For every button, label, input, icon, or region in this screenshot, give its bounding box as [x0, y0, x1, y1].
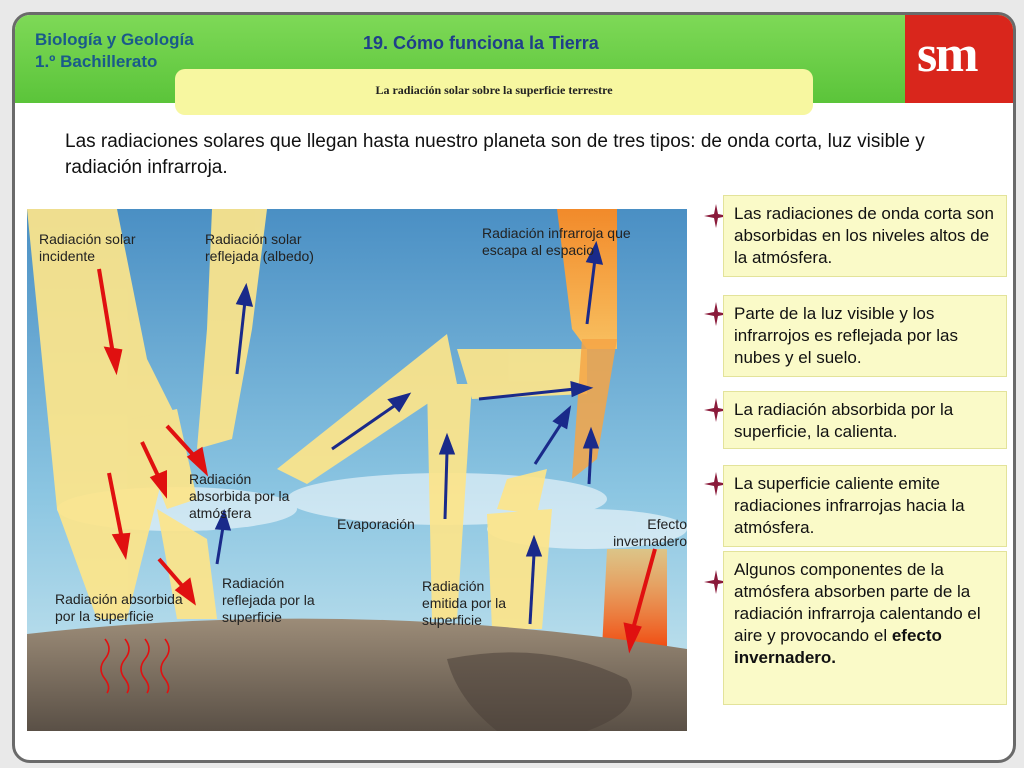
note-text-1: Las radiaciones de onda corta son absorbidas en los niveles altos de la atmósfera.: [734, 204, 994, 267]
label-emitted-surface: Radiación emitida por la superficie: [422, 578, 507, 628]
note-text-5-bold: efecto invernadero.: [734, 626, 942, 667]
note-card-5: [723, 551, 1007, 705]
label-evaporation: Evaporación: [337, 516, 415, 532]
subtitle-bar: [175, 69, 813, 115]
emitted-up-arrow-2: [589, 447, 591, 484]
note-text-5: [734, 559, 1000, 669]
course-level: 1.º Bachillerato: [35, 52, 158, 71]
note-text-4: La superficie caliente emite radiaciones infrarrojas hacia la atmósfera.: [734, 474, 965, 537]
unit-title: 19. Cómo funciona la Tierra: [363, 33, 599, 53]
label-albedo: Radiación solar reflejada (albedo): [205, 231, 314, 264]
page-subtitle: La radiación solar sobre la superficie terrestre: [375, 83, 613, 97]
subject-heading: [35, 29, 194, 73]
radiation-diagram: [27, 209, 687, 731]
diagram-illustration: [27, 209, 687, 731]
label-absorbed-surface: Radiación absorbida por la superficie: [55, 591, 183, 624]
note-card-1: [723, 195, 1007, 277]
subject-name: Biología y Geología: [35, 30, 194, 49]
note-card-2: [723, 295, 1007, 377]
label-greenhouse: Efecto invernadero: [613, 516, 687, 549]
intro-paragraph: Las radiaciones solares que llegan hasta nuestro planeta son de tres tipos: de onda corta, luz visible y radiación infrarroja.: [65, 131, 925, 178]
note-card-3: [723, 391, 1007, 449]
label-absorbed-atmosphere: Radiación absorbida por la atmósfera: [189, 471, 290, 521]
slide-frame: [12, 12, 1016, 763]
publisher-logo: [905, 15, 1013, 103]
note-text-3: La radiación absorbida por la superficie, la calienta.: [734, 400, 954, 441]
label-ir-escape: Radiación infrarroja que escapa al espacio: [482, 225, 631, 258]
note-card-4: [723, 465, 1007, 547]
evaporation-up-arrow: [445, 452, 447, 519]
logo-text: sm: [917, 26, 977, 83]
label-incident: Radiación solar incidente: [39, 231, 136, 264]
label-reflected-surface: Radiación reflejada por la superficie: [222, 575, 315, 625]
note-text-5-main: Algunos componentes de la atmósfera absorben parte de la radiación infrarroja calentando el aire y provocando el: [734, 560, 981, 645]
note-text-2: Parte de la luz visible y los infrarrojos es reflejada por las nubes y el suelo.: [734, 304, 958, 367]
